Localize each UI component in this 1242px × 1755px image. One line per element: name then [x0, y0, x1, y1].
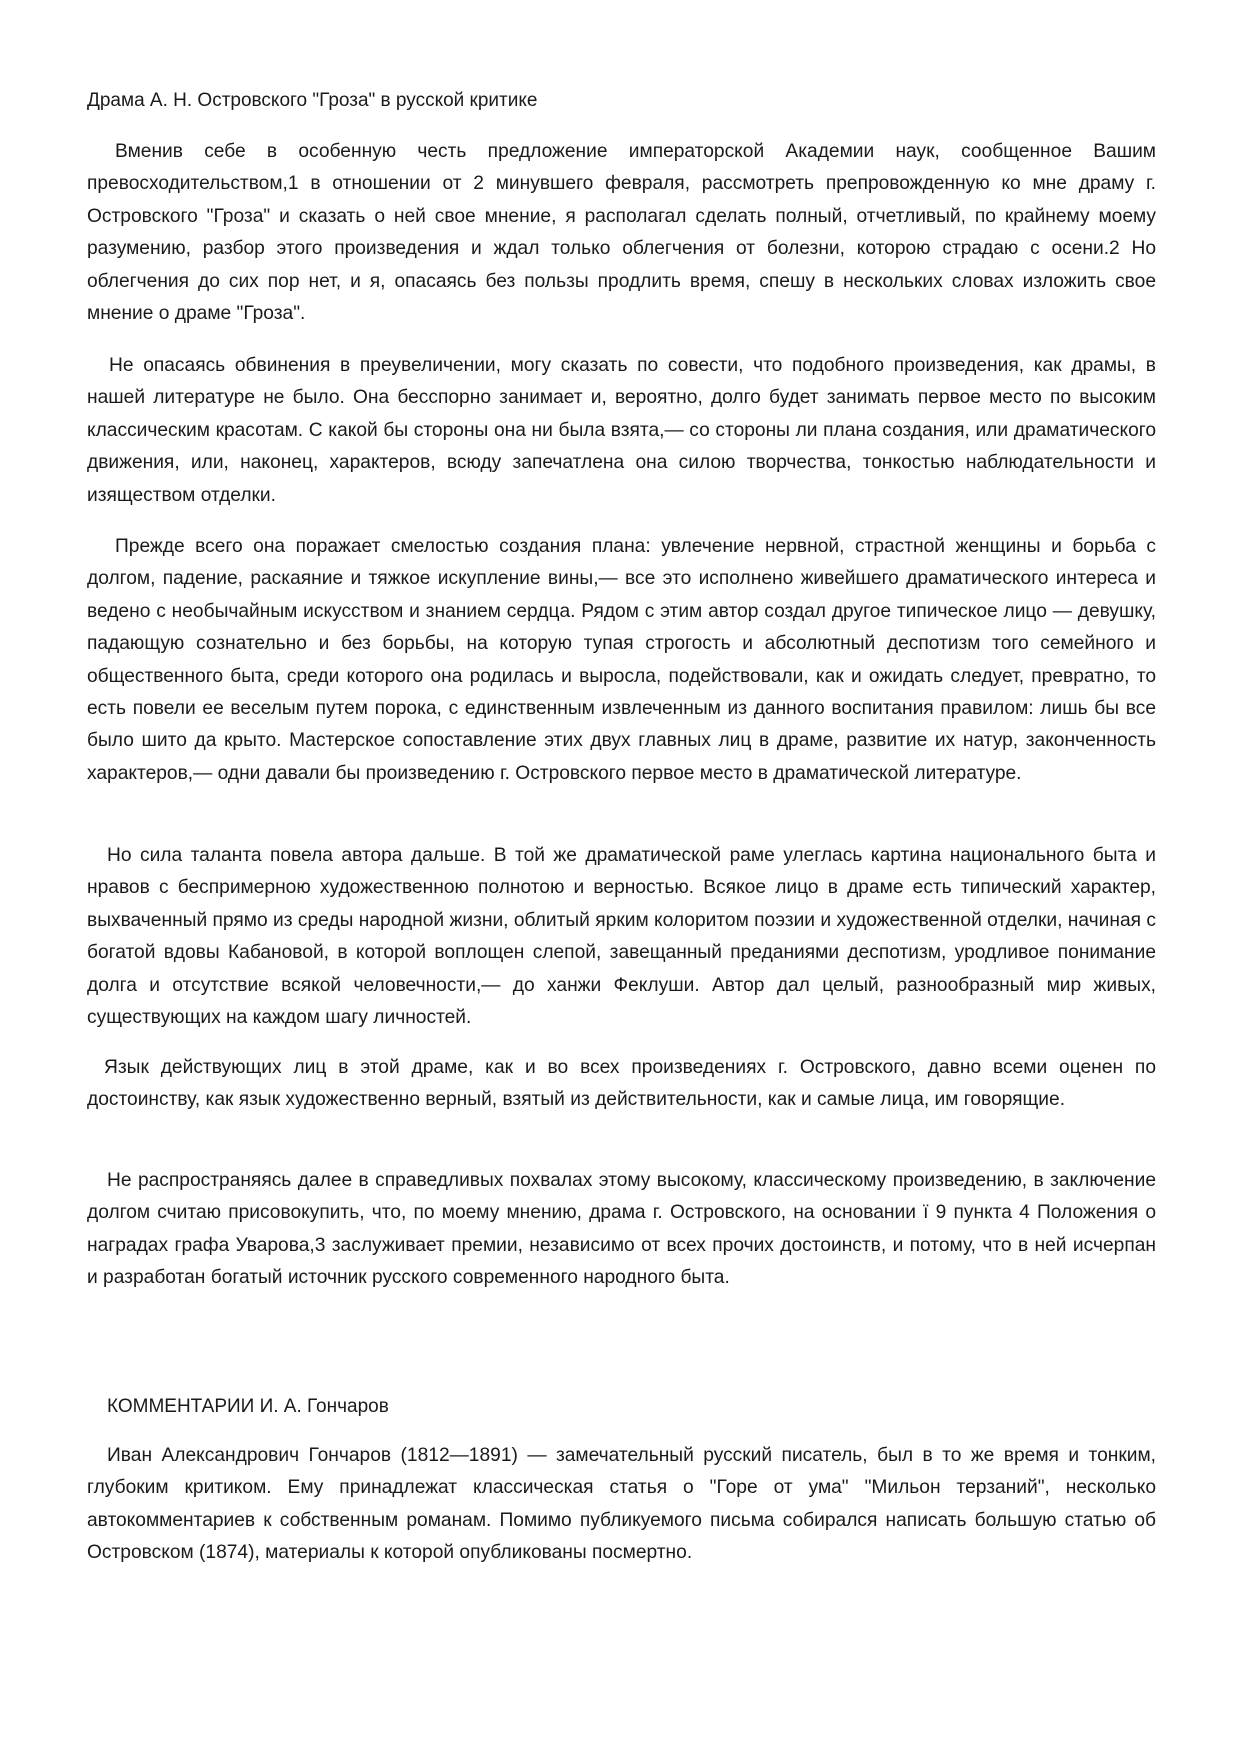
comments-paragraph: Иван Александрович Гончаров (1812—1891) — замечательный русский писатель, был в то же время и тонким, глубоким критиком. Ему принадлежат классическая статья о "Горе от ума" "Мильон терзаний", несколько автокомментариев к собственным романам. Помимо публикуемого письма собирался написать большую статью об Островском (1874), материалы к которой опубликованы посмертно. — [87, 1445, 1156, 1564]
paragraph-3: Прежде всего она поражает смелостью создания плана: увлечение нервной, страстной женщины и борьба с долгом, падение, раскаяние и тяжкое искупление вины,— все это исполнено живейшего драматического интереса и ведено с необычайным искусством и знанием сердца. Рядом с этим автор создал другое типическое лицо — девушку, падающую сознательно и без борьбы, на которую тупая строгость и абсолютный деспотизм того семейного и общественного быта, среди которого она родилась и выросла, подействовали, как и ожидать следует, превратно, то есть повели ее веселым путем порока, с единственным извлеченным из данного воспитания правилом: лишь бы все было шито да крыто. Мастерское сопоставление этих двух главных лиц в драме, развитие их натур, законченность характеров,— одни давали бы произведению г. Островского первое место в драматической литературе. — [87, 536, 1156, 784]
paragraph-2: Не опасаясь обвинения в преувеличении, могу сказать по совести, что подобного произведения, как драмы, в нашей литературе не было. Она бесспорно занимает и, вероятно, долго будет занимать первое место по высоким классическим красотам. С какой бы стороны она ни была взята,— со стороны ли плана создания, или драматического движения, или, наконец, характеров, всюду запечатлена она силою творчества, тонкостью наблюдательности и изяществом отделки. — [87, 355, 1156, 506]
paragraph-6: Не распространяясь далее в справедливых похвалах этому высокому, классическому произведению, в заключение долгом считаю присовокупить, что, по моему мнению, драма г. Островского, на основании ї 9 пункта 4 Положения о наградах графа Уварова,3 заслуживает премии, независимо от всех прочих достоинств, и потому, что в ней исчерпан и разработан богатый источник русского современного народного быта. — [87, 1170, 1156, 1289]
paragraph-4: Но сила таланта повела автора дальше. В той же драматической раме улеглась картина национального быта и нравов с беспримерною художественною полнотою и верностью. Всякое лицо в драме есть типический характер, выхваченный прямо из среды народной жизни, облитый ярким колоритом поэзии и художественной отделки, начиная с богатой вдовы Кабановой, в которой воплощен слепой, завещанный преданиями деспотизм, уродливое понимание долга и отсутствие всякой человечности,— до ханжи Феклуши. Автор дал целый, разнообразный мир живых, существующих на каждом шагу личностей. — [87, 845, 1156, 1029]
document-title: Драма А. Н. Островского "Гроза" в русской критике — [87, 90, 538, 111]
comments-heading: КОММЕНТАРИИ И. А. Гончаров — [107, 1396, 389, 1417]
paragraph-1: Вменив себе в особенную честь предложение императорской Академии наук, сообщенное Вашим превосходительством,1 в отношении от 2 минувшего февраля, рассмотреть препровожденную ко мне драму г. Островского "Гроза" и сказать о ней свое мнение, я располагал сделать полный, отчетливый, по крайнему моему разумению, разбор этого произведения и ждал только облегчения от болезни, которою страдаю с осени.2 Но облегчения до сих пор нет, и я, опасаясь без пользы продлить время, спешу в нескольких словах изложить свое мнение о драме "Гроза". — [87, 141, 1156, 325]
paragraph-5: Язык действующих лиц в этой драме, как и во всех произведениях г. Островского, давно всеми оценен по достоинству, как язык художественно верный, взятый из действительности, как и самые лица, им говорящие. — [87, 1057, 1156, 1111]
